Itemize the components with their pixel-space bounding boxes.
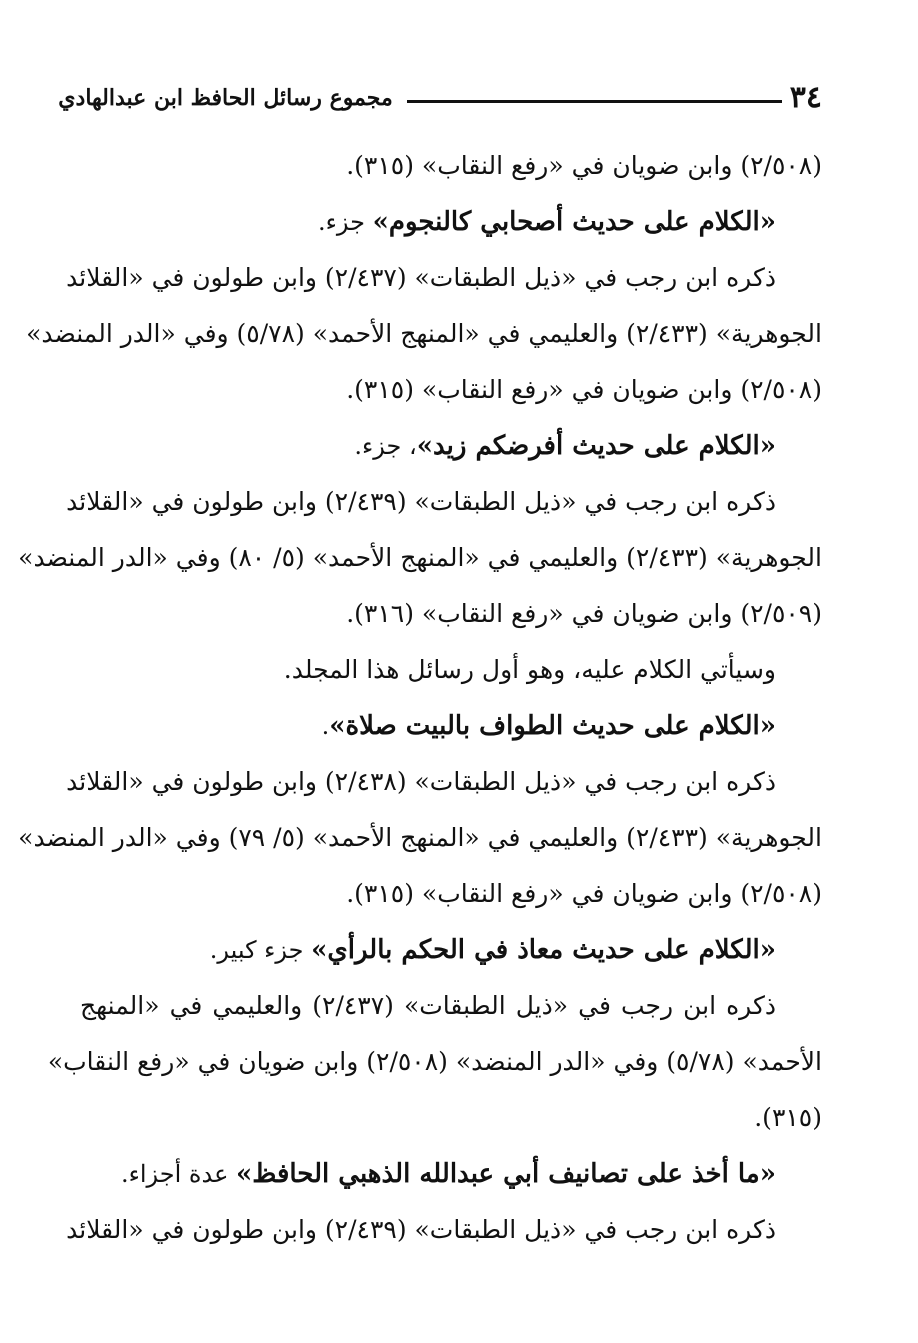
entry-title-note: ، جزء. bbox=[354, 432, 417, 460]
entry-title bbox=[80, 1146, 822, 1202]
entry-title-text: «الكلام على حديث الطواف بالبيت صلاة» bbox=[329, 711, 776, 741]
text-line: الأحمد» (٥/٧٨) وفي «الدر المنضد» (٢/٥٠٨) وابن ضويان في «رفع النقاب» bbox=[47, 1047, 822, 1076]
running-title: مجموع رسائل الحافظ ابن عبدالهادي bbox=[58, 85, 393, 111]
text-line: ذكره ابن رجب في «ذيل الطبقات» (٢/٤٣٧) والعليمي في «المنهج bbox=[80, 991, 776, 1020]
text-line: الجوهرية» (٢/٤٣٣) والعليمي في «المنهج الأحمد» (٥/٧٨) وفي «الدر المنضد» bbox=[26, 319, 822, 348]
text-line: ذكره ابن رجب في «ذيل الطبقات» (٢/٤٣٩) وابن طولون في «القلائد bbox=[66, 1215, 776, 1244]
text-line: (٢/٥٠٨) وابن ضويان في «رفع النقاب» (٣١٥). bbox=[346, 375, 822, 404]
text-line: الجوهرية» (٢/٤٣٣) والعليمي في «المنهج الأحمد» (٥/ ٧٩) وفي «الدر المنضد» bbox=[18, 823, 822, 852]
entry-title bbox=[80, 418, 822, 474]
entry-title-text: «ما أخذ على تصانيف أبي عبدالله الذهبي الحافظ» bbox=[236, 1159, 776, 1189]
entry-title bbox=[80, 698, 822, 754]
entry-title-note: جزء كبير. bbox=[209, 936, 312, 964]
text-line: ذكره ابن رجب في «ذيل الطبقات» (٢/٤٣٨) وابن طولون في «القلائد bbox=[66, 767, 776, 796]
entry-title-note: . bbox=[321, 712, 330, 740]
page-header bbox=[58, 78, 822, 118]
entry-title bbox=[80, 922, 822, 978]
page-number: ٣٤ bbox=[789, 80, 822, 115]
entry-title-note: عدة أجزاء. bbox=[120, 1160, 237, 1188]
text-line: وسيأتي الكلام عليه، وهو أول رسائل هذا المجلد. bbox=[283, 655, 776, 684]
text-line: (٢/٥٠٩) وابن ضويان في «رفع النقاب» (٣١٦). bbox=[346, 599, 822, 628]
entry-title-note: جزء. bbox=[317, 208, 373, 236]
page-body bbox=[18, 138, 822, 1258]
text-line: (٢/٥٠٨) وابن ضويان في «رفع النقاب» (٣١٥). bbox=[346, 151, 822, 180]
entry-title-text: «الكلام على حديث أفرضكم زيد» bbox=[416, 431, 776, 461]
entry-title-text: «الكلام على حديث معاذ في الحكم بالرأي» bbox=[311, 935, 776, 965]
header-rule bbox=[407, 100, 782, 103]
entry-title-text: «الكلام على حديث أصحابي كالنجوم» bbox=[372, 207, 776, 237]
text-line: ذكره ابن رجب في «ذيل الطبقات» (٢/٤٣٧) وابن طولون في «القلائد bbox=[66, 263, 776, 292]
text-line: (٣١٥). bbox=[754, 1103, 822, 1132]
text-line: الجوهرية» (٢/٤٣٣) والعليمي في «المنهج الأحمد» (٥/ ٨٠) وفي «الدر المنضد» bbox=[18, 543, 822, 572]
entry-title bbox=[80, 194, 822, 250]
text-line: (٢/٥٠٨) وابن ضويان في «رفع النقاب» (٣١٥). bbox=[346, 879, 822, 908]
text-line: ذكره ابن رجب في «ذيل الطبقات» (٢/٤٣٩) وابن طولون في «القلائد bbox=[66, 487, 776, 516]
